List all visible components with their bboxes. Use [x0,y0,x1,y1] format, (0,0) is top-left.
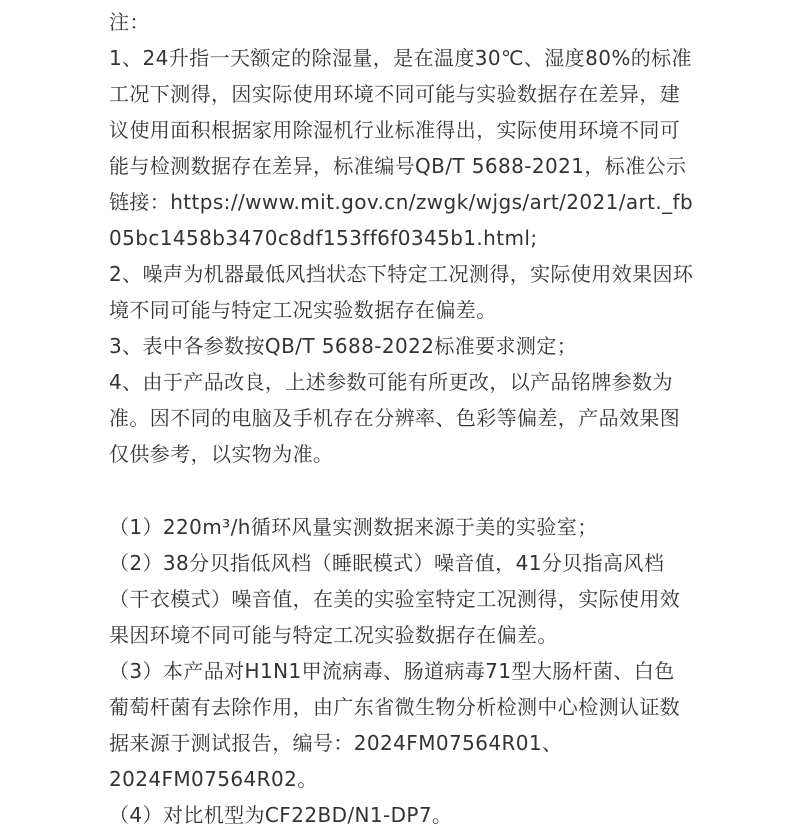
footnote-line: （1）220m³/h循环风量实测数据来源于美的实验室； [109,515,598,539]
footnote-line: 果因环境不同可能与特定工况实验数据存在偏差。 [109,623,558,647]
note-line: 境不同可能与特定工况实验数据存在偏差。 [109,298,497,322]
note-line: 仅供参考，以实物为准。 [109,442,334,466]
notes-heading: 注： [109,10,150,34]
note-line: 4、由于产品改良，上述参数可能有所更改，以产品铭牌参数为 [109,370,673,394]
note-line: 2、噪声为机器最低风挡状态下特定工况测得，实际使用效果因环 [109,262,694,286]
footnote-line: （3）本产品对H1N1甲流病毒、肠道病毒71型大肠杆菌、白色 [109,659,675,683]
footnote-line: （干衣模式）噪音值，在美的实验室特定工况测得，实际使用效 [109,587,681,611]
note-line: 1、24升指一天额定的除湿量，是在温度30℃、湿度80%的标准 [109,46,692,70]
footnote-line: 葡萄杆菌有去除作用，由广东省微生物分析检测中心检测认证数 [109,695,681,719]
note-line: 准。因不同的电脑及手机存在分辨率、色彩等偏差，产品效果图 [109,406,681,430]
footnote-line: 2024FM07564R02。 [109,767,318,791]
note-line: 05bc1458b3470c8df153ff6f0345b1.html; [109,226,538,250]
note-line: 3、表中各参数按QB/T 5688-2022标准要求测定； [109,334,578,358]
note-line: 链接：https://www.mit.gov.cn/zwgk/wjgs/art/2021/art._fb [109,190,694,214]
footnote-line: （2）38分贝指低风档（睡眠模式）噪音值，41分贝指高风档 [109,551,665,575]
note-line: 工况下测得，因实际使用环境不同可能与实验数据存在差异，建 [109,82,681,106]
footnote-line: 据来源于测试报告，编号：2024FM07564R01、 [109,731,563,755]
footnote-line: （4）对比机型为CF22BD/N1-DP7。 [109,803,453,827]
note-line: 议使用面积根据家用除湿机行业标准得出，实际使用环境不同可 [109,118,681,142]
note-line: 能与检测数据存在差异，标准编号QB/T 5688-2021，标准公示 [109,154,687,178]
